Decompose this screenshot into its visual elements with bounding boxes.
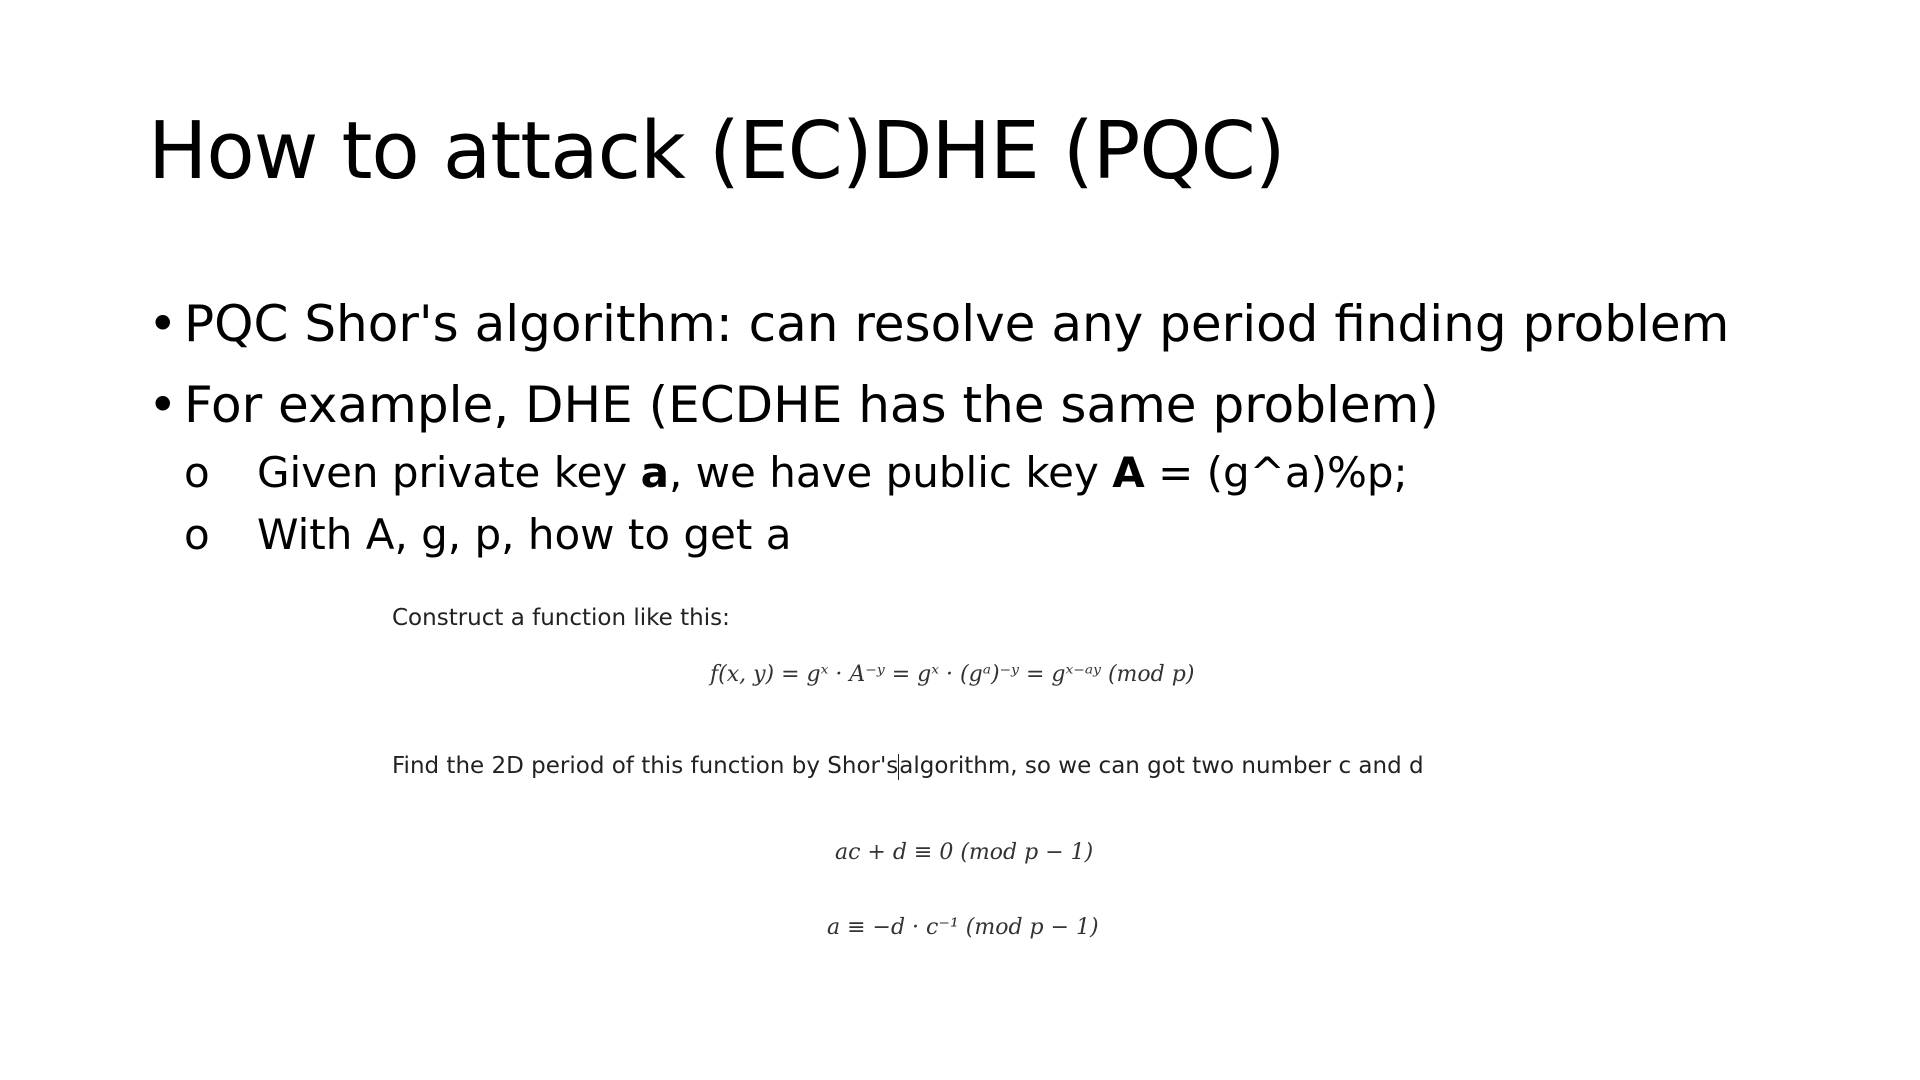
subbullet-marker: o	[184, 510, 210, 559]
private-key-symbol: a	[640, 448, 669, 497]
formula-congruence: ac + d ≡ 0 (mod p − 1)	[835, 840, 1094, 865]
bullet-item	[148, 294, 1729, 354]
subbullet-text: With A, g, p, how to get a	[257, 510, 792, 559]
formula-function: f(x, y) = gˣ · A⁻ʸ = gˣ · (gᵃ)⁻ʸ = gˣ⁻ᵃʸ (mod p)	[710, 662, 1195, 687]
embedded-text-part: algorithm, so we can got two number c and d	[899, 753, 1424, 779]
bullet-item	[148, 375, 1439, 435]
embedded-screenshot	[380, 590, 1460, 980]
embedded-text-line: Construct a function like this:	[392, 605, 730, 631]
subbullet-text-part: = (g^a)%p;	[1144, 448, 1408, 497]
embedded-text-part: Find the 2D period of this function by Shor's	[392, 753, 899, 779]
embedded-text-line	[392, 753, 1424, 780]
bullet-text: For example, DHE (ECDHE has the same problem)	[184, 376, 1439, 434]
public-key-symbol: A	[1112, 448, 1145, 497]
formula-solution: a ≡ −d · c⁻¹ (mod p − 1)	[827, 915, 1099, 940]
subbullet-text-part: , we have public key	[668, 448, 1113, 497]
bullet-marker: •	[148, 295, 178, 353]
bullet-text: PQC Shor's algorithm: can resolve any period finding problem	[184, 295, 1730, 353]
subbullet-item	[184, 448, 1408, 498]
subbullet-marker: o	[184, 448, 210, 497]
slide-title: How to attack (EC)DHE (PQC)	[148, 105, 1285, 197]
subbullet-item	[184, 510, 791, 560]
subbullet-text-part: Given private key	[257, 448, 641, 497]
bullet-marker: •	[148, 376, 178, 434]
